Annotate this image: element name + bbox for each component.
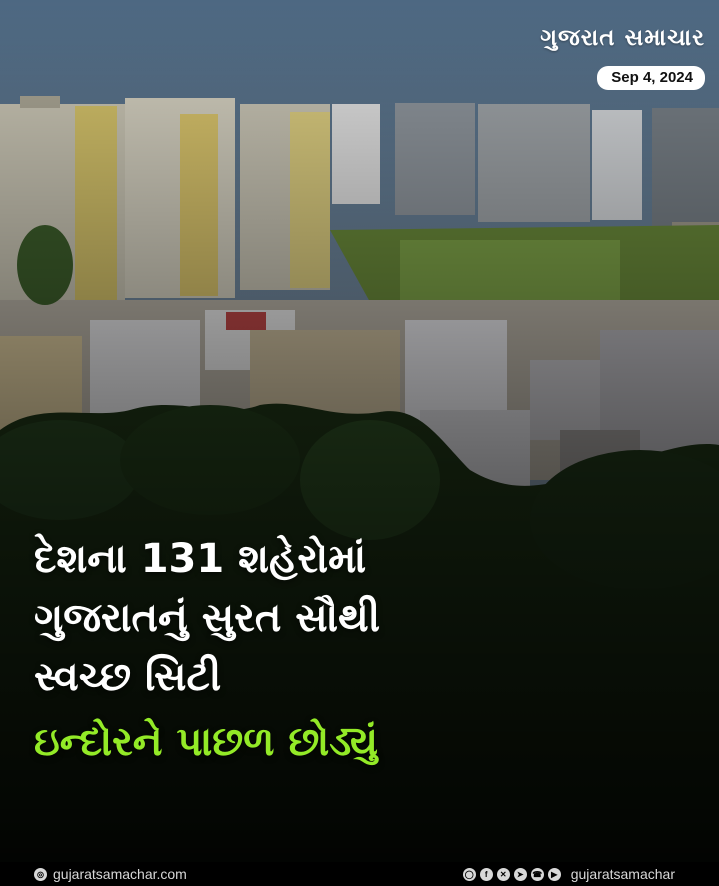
x-icon[interactable]: ✕ xyxy=(497,868,510,881)
headline-line: દેશના 131 શહેરોમાં xyxy=(34,536,367,582)
youtube-icon[interactable]: ▶ xyxy=(548,868,561,881)
footer-bar xyxy=(0,862,719,886)
whatsapp-icon[interactable]: ☎ xyxy=(532,869,543,879)
facebook-icon[interactable]: f xyxy=(480,868,493,881)
headline-highlight: ઇન્દોરને પાછળ છોડ્યું xyxy=(34,719,379,765)
website-text: gujaratsamachar.com xyxy=(53,866,187,882)
social-links xyxy=(463,866,675,882)
headline-line: ગુજરાતનું સુરત સૌથી xyxy=(34,595,381,641)
globe-icon: ◎ xyxy=(34,868,47,881)
date-badge: Sep 4, 2024 xyxy=(597,66,705,90)
brand-logo: ગુજરાત સમાચાર xyxy=(540,24,705,51)
headline-line: સ્વચ્છ સિટી xyxy=(34,654,222,700)
telegram-icon[interactable]: ➤ xyxy=(514,868,527,881)
headline xyxy=(34,530,694,772)
social-handle: gujaratsamachar xyxy=(570,866,675,882)
website-link[interactable] xyxy=(34,866,187,882)
instagram-icon[interactable]: ◯ xyxy=(463,868,476,881)
